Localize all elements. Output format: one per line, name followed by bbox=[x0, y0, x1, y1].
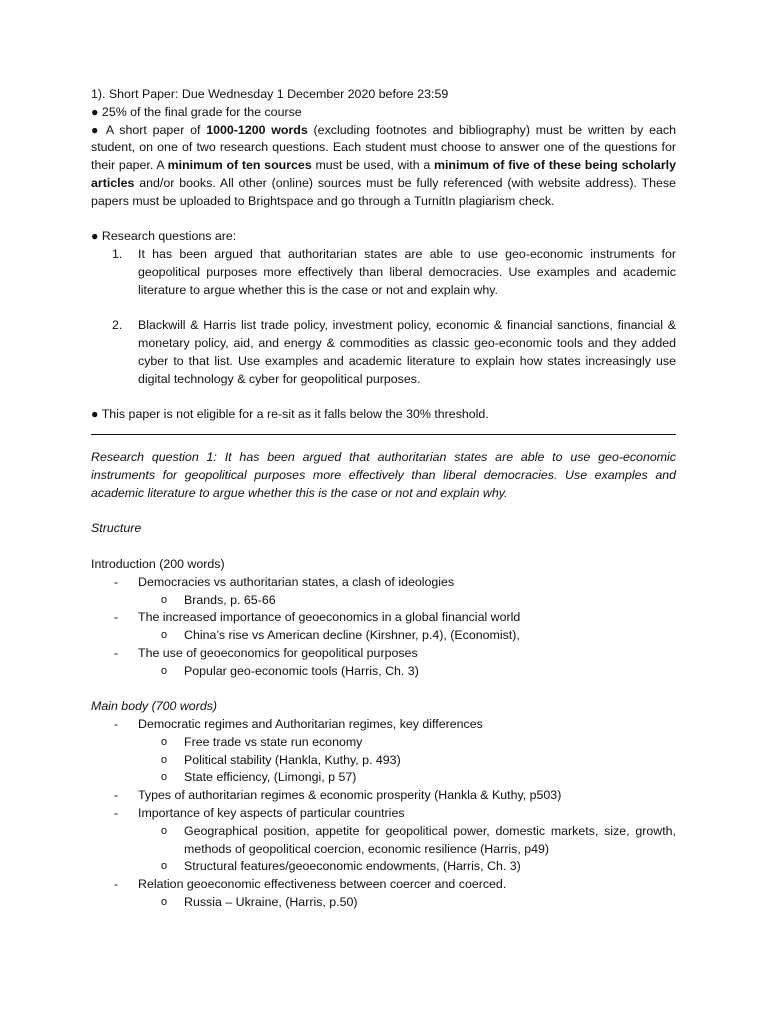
research-questions-heading: ● Research questions are: bbox=[91, 229, 237, 244]
grade-weight-bullet: ● 25% of the final grade for the course bbox=[91, 104, 302, 119]
outline-item: - The use of geoeconomics for geopolitical purposes o Popular geo-economic tools (Harris, Ch. 3) bbox=[91, 645, 676, 681]
outline-subitem: o Popular geo-economic tools (Harris, Ch. 3) bbox=[161, 663, 419, 678]
outline-subitem: o China’s rise vs American decline (Kirshner, p.4), (Economist), bbox=[161, 628, 520, 643]
research-questions-list bbox=[91, 246, 676, 388]
outline-subitem: o Structural features/geoeconomic endowments, (Harris, Ch. 3) bbox=[161, 859, 521, 874]
word-count-bold: 1000-1200 words bbox=[206, 122, 308, 137]
intro-heading: Introduction (200 words) bbox=[91, 556, 225, 571]
outline-item: - Types of authoritarian regimes & economic prosperity (Hankla & Kuthy, p503) bbox=[114, 788, 562, 803]
paper-requirements-bullet: ● A short paper of 1000-1200 words (excluding footnotes and bibliography) must be written by each student, on one of two research questions. Each student must choose to answer one of the questions for their paper. A minimum of ten sources must be used, with a minimum of five of these being scholarly articles and/or books. All other (online) sources must be fully referenced (with website address). These papers must be uploaded to Brightspace and go through a TurnitIn plagiarism check. bbox=[91, 122, 676, 208]
outline-subitem: o Geographical position, appetite for geopolitical power, domestic markets, size, growth, methods of geopolitical coercion, economic resilience (Harris, p49) bbox=[161, 823, 676, 856]
scholarly-sources-bold: minimum of five of these being scholarly articles bbox=[91, 158, 676, 190]
outline-item: - The increased importance of geoeconomics in a global financial world o China’s rise vs American decline (Kirshner, p.4), (Economist), bbox=[91, 609, 676, 645]
main-body-heading: Main body (700 words) bbox=[91, 699, 218, 714]
outline-item: - Democracies vs authoritarian states, a clash of ideologies o Brands, p. 65-66 bbox=[91, 574, 676, 610]
rq1-restated: Research question 1: It has been argued that authoritarian states are able to use geo-economic instruments for geopolitical purposes more effectively than liberal democracies. Use examples and academic literature to argue whether this is the case or not and explain why. bbox=[91, 450, 676, 500]
outline-item: - Relation geoeconomic effectiveness between coercer and coerced. o Russia – Ukraine, (Harris, p.50) bbox=[91, 876, 676, 912]
main-body-outline-list bbox=[91, 716, 676, 912]
min-sources-bold: minimum of ten sources bbox=[167, 158, 312, 173]
section-divider bbox=[91, 434, 676, 435]
outline-item: - Democratic regimes and Authoritarian regimes, key differences o Free trade vs state run economy o Political stability (Hankla, Kuthy, p. 493) o State efficiency, (Limongi, p 57) bbox=[91, 716, 676, 787]
resit-note-bullet: ● This paper is not eligible for a re-sit as it falls below the 30% threshold. bbox=[91, 407, 489, 422]
outline-subitem: o Russia – Ukraine, (Harris, p.50) bbox=[161, 895, 358, 910]
intro-outline-list bbox=[91, 574, 676, 681]
outline-subitem: o State efficiency, (Limongi, p 57) bbox=[161, 770, 357, 785]
assignment-title: 1). Short Paper: Due Wednesday 1 December 2020 before 23:59 bbox=[91, 87, 449, 101]
document-body bbox=[91, 86, 676, 912]
research-question-item: 2. Blackwill & Harris list trade policy, investment policy, economic & financial sanctions, financial & monetary policy, aid, and energy & commodities as classic geo-economic tools and they added cyber to that list. Use examples and academic literature to explain how states increasingly use digital technology & cyber for geopolitical purposes. bbox=[112, 318, 676, 386]
structure-label: Structure bbox=[91, 521, 142, 536]
outline-subitem: o Free trade vs state run economy bbox=[161, 734, 363, 749]
research-question-item: 1. It has been argued that authoritarian states are able to use geo-economic instruments for geopolitical purposes more effectively than liberal democracies. Use examples and academic literature to argue whether this is the case or not and explain why. bbox=[112, 247, 676, 297]
outline-subitem: o Political stability (Hankla, Kuthy, p. 493) bbox=[161, 752, 401, 767]
outline-subitem: o Brands, p. 65-66 bbox=[161, 592, 276, 607]
outline-item: - Importance of key aspects of particular countries o Geographical position, appetite for geopolitical power, domestic markets, size, growth, methods of geopolitical coercion, economic resilience (Harris, p49) o Structural features/geoeconomic endowments, (Harris, Ch. 3) bbox=[91, 805, 676, 876]
